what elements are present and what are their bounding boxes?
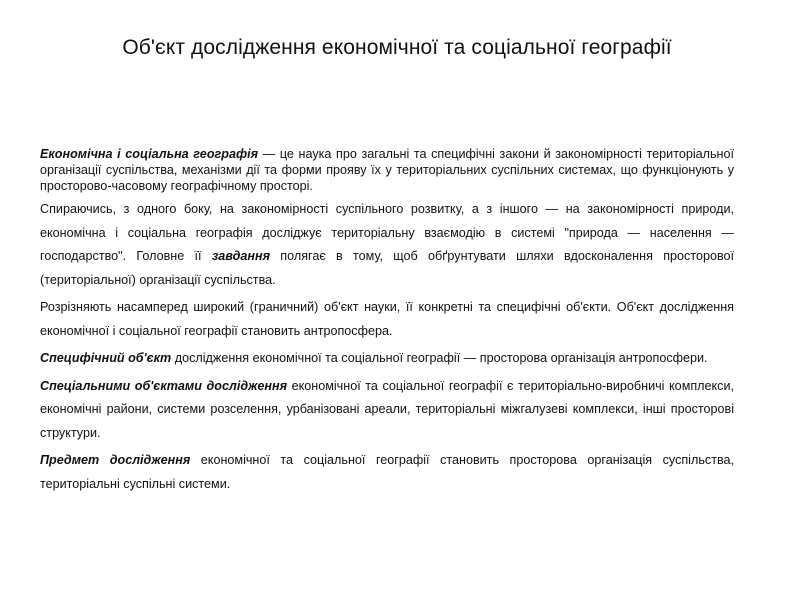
paragraph-text: економічної та соціальної географії є територіально-виробничі комплекси, економічні райони, системи розселення, урбанізовані ареали, територіальні міжгалузеві комплекси, інші просторові структури. [40,378,735,440]
paragraph-text: дослідження економічної та соціальної географії — просторова організація антропосфери. [171,351,708,365]
paragraph-specific-object [40,347,734,371]
paragraph-text: економічної та соціальної географії становить просторова організація суспільства, територіальні суспільні системи. [40,453,735,491]
paragraph-definition [40,146,734,194]
paragraph-text: Спираючись, з одного боку, на закономірності суспільного розвитку, а з іншого — на закономірності природи, економічна і соціальна географія досліджує територіальну взаємодію в системі "природа — населення — господарство". Головне її [40,202,734,263]
paragraph-text: — це наука про загальні та специфічні закони й закономірності територіальної організації суспільства, механізми дії та форми прояву їх у територіальних суспільних системах, що функціонують у просторово-часовому географічному просторі. [40,147,735,193]
paragraph-text: полягає в тому, щоб обґрунтувати шляхи вдосконалення просторової (територіальної) організації суспільства. [40,249,735,287]
term-task: завдання [211,249,270,263]
paragraph-text: Розрізняють насамперед широкий (граничний) об'єкт науки, її конкретні та специфічні об'єкти. Об'єкт дослідження економічної і соціальної географії становить антропосфера. [40,300,734,338]
term-specific-object: Специфічний об'єкт [40,351,172,365]
paragraph-task [40,198,734,292]
paragraph-subject [40,449,734,496]
term-subject: Предмет дослідження [40,453,191,467]
paragraph-object [40,296,734,343]
term-economic-social-geography: Економічна і соціальна географія [40,147,259,161]
paragraph-special-objects [40,375,734,446]
slide-body [40,146,734,500]
slide-title: Об'єкт дослідження економічної та соціальної географії [122,36,672,59]
term-special-objects: Спеціальними об'єктами дослідження [40,378,288,393]
